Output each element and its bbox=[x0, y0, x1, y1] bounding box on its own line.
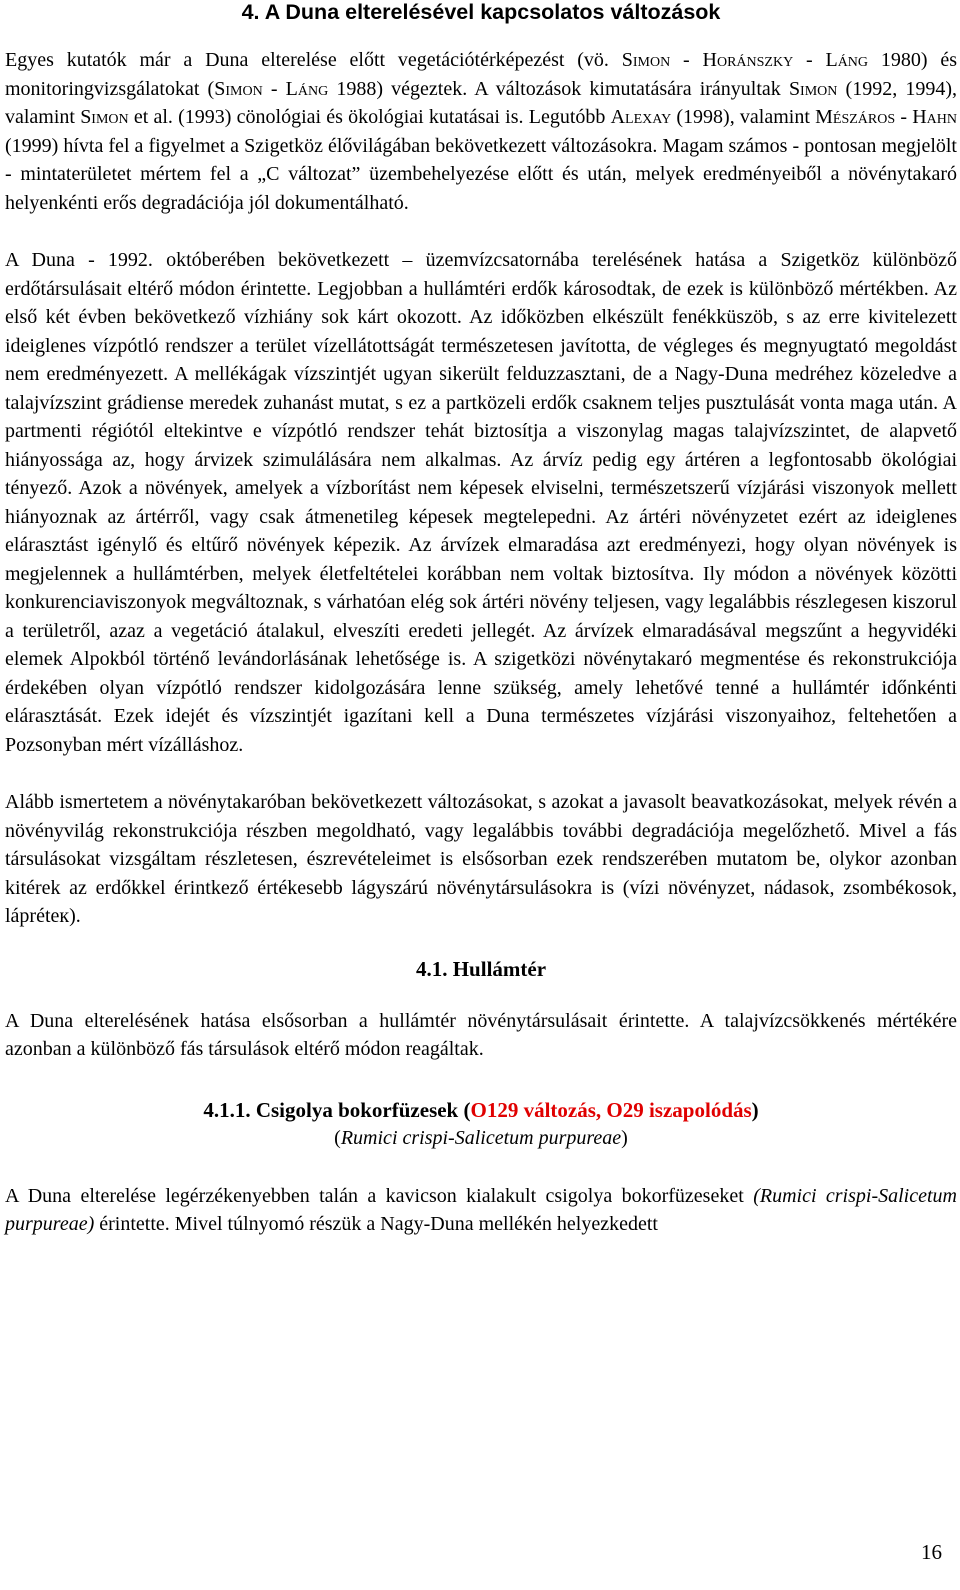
document-page bbox=[5, 0, 957, 1239]
section-title: 4.1. Hullámtér bbox=[415, 956, 547, 981]
author-simon: Simon bbox=[788, 77, 838, 100]
author-simon: Simon bbox=[214, 77, 263, 100]
author-hahn: Hahn bbox=[912, 106, 957, 128]
author-simon: Simon bbox=[621, 49, 671, 71]
paragraph-intro: Egyes kutatók már a Duna elterelése előtt vegetációtérképezést (vö. Simon - Horánszky - Láng 1980) és monitoringvizsgálatokat (Simon - Láng 1988) végeztek. A változások kimutatására irányultak Simon (1992, 1994), valamint Simon et al. (1993) cönológiai és ökológiai kutatásai is. Legutóbb Alexay (1998), valamint Mészáros - Hahn (1999) hívta fel a figyelmet a Szigetköz élővilágában bekövetkezett változásokra. Magam számos - pontosan megjelölt - mintaterületet mértem fel a „C változat” üzembehelyezése előtt és után, melyek eredményeiből a növénytakaró helyenkénti erős degradációja jól dokumentálható. bbox=[5, 49, 958, 214]
page-number: 16 bbox=[921, 1540, 942, 1564]
paragraph-effects: A Duna - 1992. októberében bekövetkezett – üzemvízcsatornába terelésének hatása a Szigetköz különböző erdőtársulásait eltérő módon érintette. Legjobban a hullámtéri erdők károsodtak, de ezek is különböző mértékben. Az első két évben bekövetkező vízhiány sok kárt okozott. Az időközben elkészült fenékküszöb, s az erre kivitelezett ideiglenes vízpótló rendszer a terület vízellátottságát természetesen javította, de végleges és megnyugtató megoldást nem eredményezett. A mellékágak vízszintjét ugyan sikerült felduzzasztani, de a Nagy-Duna medréhez közeledve a talajvízszint grádiense meredek zuhanást mutat, s ez a partközeli erdők csaknem teljes pusztulását vonta maga után. A partmenti régiótól eltekintve e vízpótló rendszer tehát biztosítja a viszonylag magas talajvízszintet, de alapvető hiányossága az, hogy árvizek szimulálására nem alkalmas. Az árvíz pedig egy ártéren a legfontosabb ökológiai tényező. Azok a növények, amelyek a vízborítást nem képesek elviselni, természetszerű vízjárási viszonyok mellett hiányoznak az ártérről, vagy csak átmenetileg képesek megtelepedni. Az ártéri növényzetet ezért az ideiglenes elárasztást igénylő és eltűrő növények képezik. Az árvízek elmaradása azt eredményezi, hogy olyan növények is megjelennek a hullámtérben, melyek életfeltételei korábban nem voltak biztosítva. Ily módon a növények közötti konkurenciaviszonyok megváltoznak, s várhatóan elég sok ártéri növény teljesen, vagy legalábbis részlegesen kiszorul a területről, azaz a vegetáció átalakul, elveszíti eredeti jellegét. Az árvízek elmaradásával megszűnt a hegyvidéki elemek Alpokból történő levándorlásának lehetősége is. A szigetközi növénytakaró megmentése és rekonstrukciója érdekében olyan vízpótló rendszer kidolgozására lenne szükség, amely lehetővé tenné a hullámtér időnkénti elárasztását. Ezek idejét és vízszintjét igazítani kell a Duna természetes vízjárási viszonyaihoz, feltehetően a Pozsonyban mért vízálláshoz. bbox=[5, 249, 957, 756]
change-code-highlight: O129 változás, O29 iszapolódás bbox=[470, 1097, 752, 1122]
paragraph-willow: A Duna elterelése legérzékenyebben talán a kavicson kialakult csigolya bokorfüzeseket (Rumici crispi-Salicetum purpureae) érintette. Mivel túlnyomó részük a Nagy-Duna mellékén helyezkedett bbox=[5, 1184, 957, 1235]
author-meszaros: Mészáros bbox=[815, 106, 896, 128]
paragraph-floodplain: A Duna elterelésének hatása elsősorban a hullámtér növénytársulásait érintette. A talajvízcsökkenés mértékére azonban a különböző fás társulások eltérő módon reagáltak. bbox=[5, 1009, 957, 1060]
author-lang: Láng bbox=[285, 77, 329, 100]
author-lang: Láng bbox=[825, 49, 869, 71]
author-simon: Simon bbox=[80, 106, 129, 128]
subsection-title: 4.1.1. Csigolya bokorfüzesek (O129 változás, O29 iszapolódás) bbox=[203, 1097, 759, 1122]
author-horanszky: Horánszky bbox=[702, 49, 794, 71]
subsection-latin-name: (Rumici crispi-Salicetum purpureae) bbox=[334, 1126, 628, 1149]
latin-name: (Rumici crispi-Salicetum purpureae) bbox=[5, 1184, 957, 1235]
author-alexay: Alexay bbox=[610, 106, 672, 128]
paragraph-overview: Alább ismertetem a növénytakaróban bekövetkezett változásokat, s azokat a javasolt beavatkozásokat, melyek révén a növényvilág rekonstrukciója részben megoldható, vagy legalábbis további degradációja megelőzhető. Mivel a fás társulásokat vizsgáltam részletesen, észrevételeimet is elsősorban ezek rendszerében mutatom be, olykor azonban kitérek az erdőkkel érintkező értékesebb lágyszárú növénytársulásokra is (vízi növényzet, nádasok, zsombékosok, lápréteк). bbox=[5, 791, 957, 927]
chapter-title: 4. A Duna elterelésével kapcsolatos változások bbox=[241, 0, 721, 24]
